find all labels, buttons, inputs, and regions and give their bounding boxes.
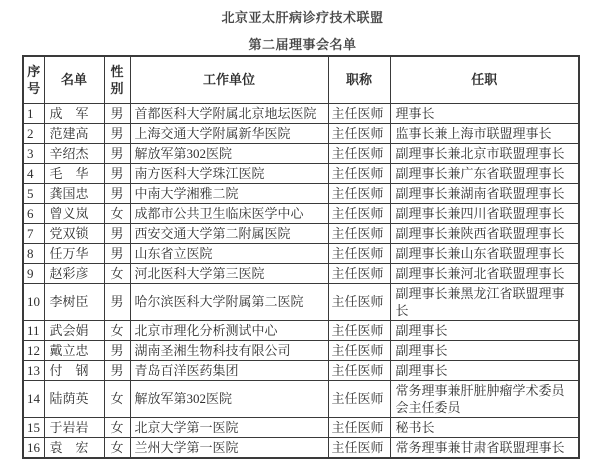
cell-position: 理事长 [390,103,579,123]
cell-org: 上海交通大学附属新华医院 [130,123,328,143]
cell-gender: 男 [104,360,130,380]
cell-gender: 男 [104,283,130,320]
cell-no: 6 [23,203,44,223]
cell-name: 曾义岚 [44,203,104,223]
column-header-gender: 性别 [104,56,130,103]
cell-name: 辛绍杰 [44,143,104,163]
header-row [23,56,579,103]
cell-no: 9 [23,263,44,283]
cell-position: 副理事长 [390,320,579,340]
cell-gender: 女 [104,263,130,283]
cell-title: 主任医师 [328,320,390,340]
cell-name: 武会娟 [44,320,104,340]
cell-org: 青岛百洋医药集团 [130,360,328,380]
table-row [23,143,579,163]
cell-no: 13 [23,360,44,380]
cell-position: 副理事长兼北京市联盟理事长 [390,143,579,163]
column-header-title: 职称 [328,56,390,103]
table-row [23,103,579,123]
cell-org: 西安交通大学第二附属医院 [130,223,328,243]
cell-title: 主任医师 [328,203,390,223]
cell-gender: 男 [104,340,130,360]
table-row [23,360,579,380]
cell-name: 付 钢 [44,360,104,380]
cell-gender: 男 [104,123,130,143]
cell-position: 监事长兼上海市联盟理事长 [390,123,579,143]
cell-name: 于岩岩 [44,417,104,437]
cell-org: 北京大学第一医院 [130,417,328,437]
cell-name: 袁 宏 [44,437,104,458]
cell-org: 成都市公共卫生临床医学中心 [130,203,328,223]
column-header-name: 名单 [44,56,104,103]
table-row [23,203,579,223]
cell-no: 4 [23,163,44,183]
table-row [23,437,579,458]
cell-title: 主任医师 [328,360,390,380]
cell-org: 北京市理化分析测试中心 [130,320,328,340]
table-row [23,163,579,183]
cell-position: 副理事长兼黑龙江省联盟理事长 [390,283,579,320]
cell-no: 12 [23,340,44,360]
cell-org: 解放军第302医院 [130,143,328,163]
cell-no: 14 [23,380,44,417]
cell-name: 任万华 [44,243,104,263]
cell-position: 副理事长兼四川省联盟理事长 [390,203,579,223]
table-row [23,223,579,243]
table-row [23,340,579,360]
cell-org: 南方医科大学珠江医院 [130,163,328,183]
table-row [23,417,579,437]
cell-title: 主任医师 [328,340,390,360]
table-row [23,243,579,263]
cell-org: 河北医科大学第三医院 [130,263,328,283]
cell-position: 副理事长兼湖南省联盟理事长 [390,183,579,203]
cell-position: 副理事长兼广东省联盟理事长 [390,163,579,183]
cell-name: 党双锁 [44,223,104,243]
cell-no: 2 [23,123,44,143]
cell-title: 主任医师 [328,243,390,263]
cell-org: 中南大学湘雅二院 [130,183,328,203]
cell-name: 戴立忠 [44,340,104,360]
cell-gender: 男 [104,143,130,163]
cell-name: 李树臣 [44,283,104,320]
cell-gender: 男 [104,103,130,123]
cell-position: 常务理事兼肝脏肿瘤学术委员会主任委员 [390,380,579,417]
cell-gender: 女 [104,417,130,437]
cell-no: 15 [23,417,44,437]
table-row [23,263,579,283]
cell-title: 主任医师 [328,283,390,320]
cell-no: 3 [23,143,44,163]
table-row [23,380,579,417]
page-title: 北京亚太肝病诊疗技术联盟 [221,10,384,25]
cell-no: 8 [23,243,44,263]
cell-title: 主任医师 [328,123,390,143]
cell-title: 主任医师 [328,380,390,417]
cell-org: 解放军第302医院 [130,380,328,417]
cell-title: 主任医师 [328,183,390,203]
cell-position: 副理事长兼山东省联盟理事长 [390,243,579,263]
cell-org: 兰州大学第一医院 [130,437,328,458]
cell-org: 首都医科大学附属北京地坛医院 [130,103,328,123]
cell-name: 范建高 [44,123,104,143]
council-members-table [22,55,580,459]
cell-no: 11 [23,320,44,340]
cell-gender: 男 [104,243,130,263]
cell-name: 陆荫英 [44,380,104,417]
cell-gender: 男 [104,223,130,243]
cell-org: 哈尔滨医科大学附属第二医院 [130,283,328,320]
cell-title: 主任医师 [328,223,390,243]
cell-gender: 女 [104,380,130,417]
cell-position: 副理事长兼陕西省联盟理事长 [390,223,579,243]
cell-no: 16 [23,437,44,458]
cell-gender: 男 [104,163,130,183]
cell-title: 主任医师 [328,437,390,458]
table-row [23,183,579,203]
cell-position: 秘书长 [390,417,579,437]
cell-position: 副理事长兼河北省联盟理事长 [390,263,579,283]
cell-no: 7 [23,223,44,243]
column-header-no: 序号 [23,56,44,103]
cell-org: 山东省立医院 [130,243,328,263]
column-header-org: 工作单位 [130,56,328,103]
cell-name: 成 军 [44,103,104,123]
cell-no: 10 [23,283,44,320]
cell-gender: 男 [104,183,130,203]
cell-title: 主任医师 [328,103,390,123]
table-row [23,320,579,340]
cell-position: 副理事长 [390,340,579,360]
cell-org: 湖南圣湘生物科技有限公司 [130,340,328,360]
cell-gender: 女 [104,437,130,458]
cell-title: 主任医师 [328,417,390,437]
cell-position: 副理事长 [390,360,579,380]
cell-title: 主任医师 [328,263,390,283]
cell-name: 赵彩彦 [44,263,104,283]
cell-name: 毛 华 [44,163,104,183]
cell-position: 常务理事兼甘肃省联盟理事长 [390,437,579,458]
column-header-position: 任职 [390,56,579,103]
cell-gender: 女 [104,320,130,340]
cell-name: 龚国忠 [44,183,104,203]
table-row [23,283,579,320]
cell-no: 5 [23,183,44,203]
cell-gender: 女 [104,203,130,223]
page-subtitle: 第二届理事会名单 [248,37,357,52]
table-row [23,123,579,143]
cell-no: 1 [23,103,44,123]
cell-title: 主任医师 [328,163,390,183]
cell-title: 主任医师 [328,143,390,163]
